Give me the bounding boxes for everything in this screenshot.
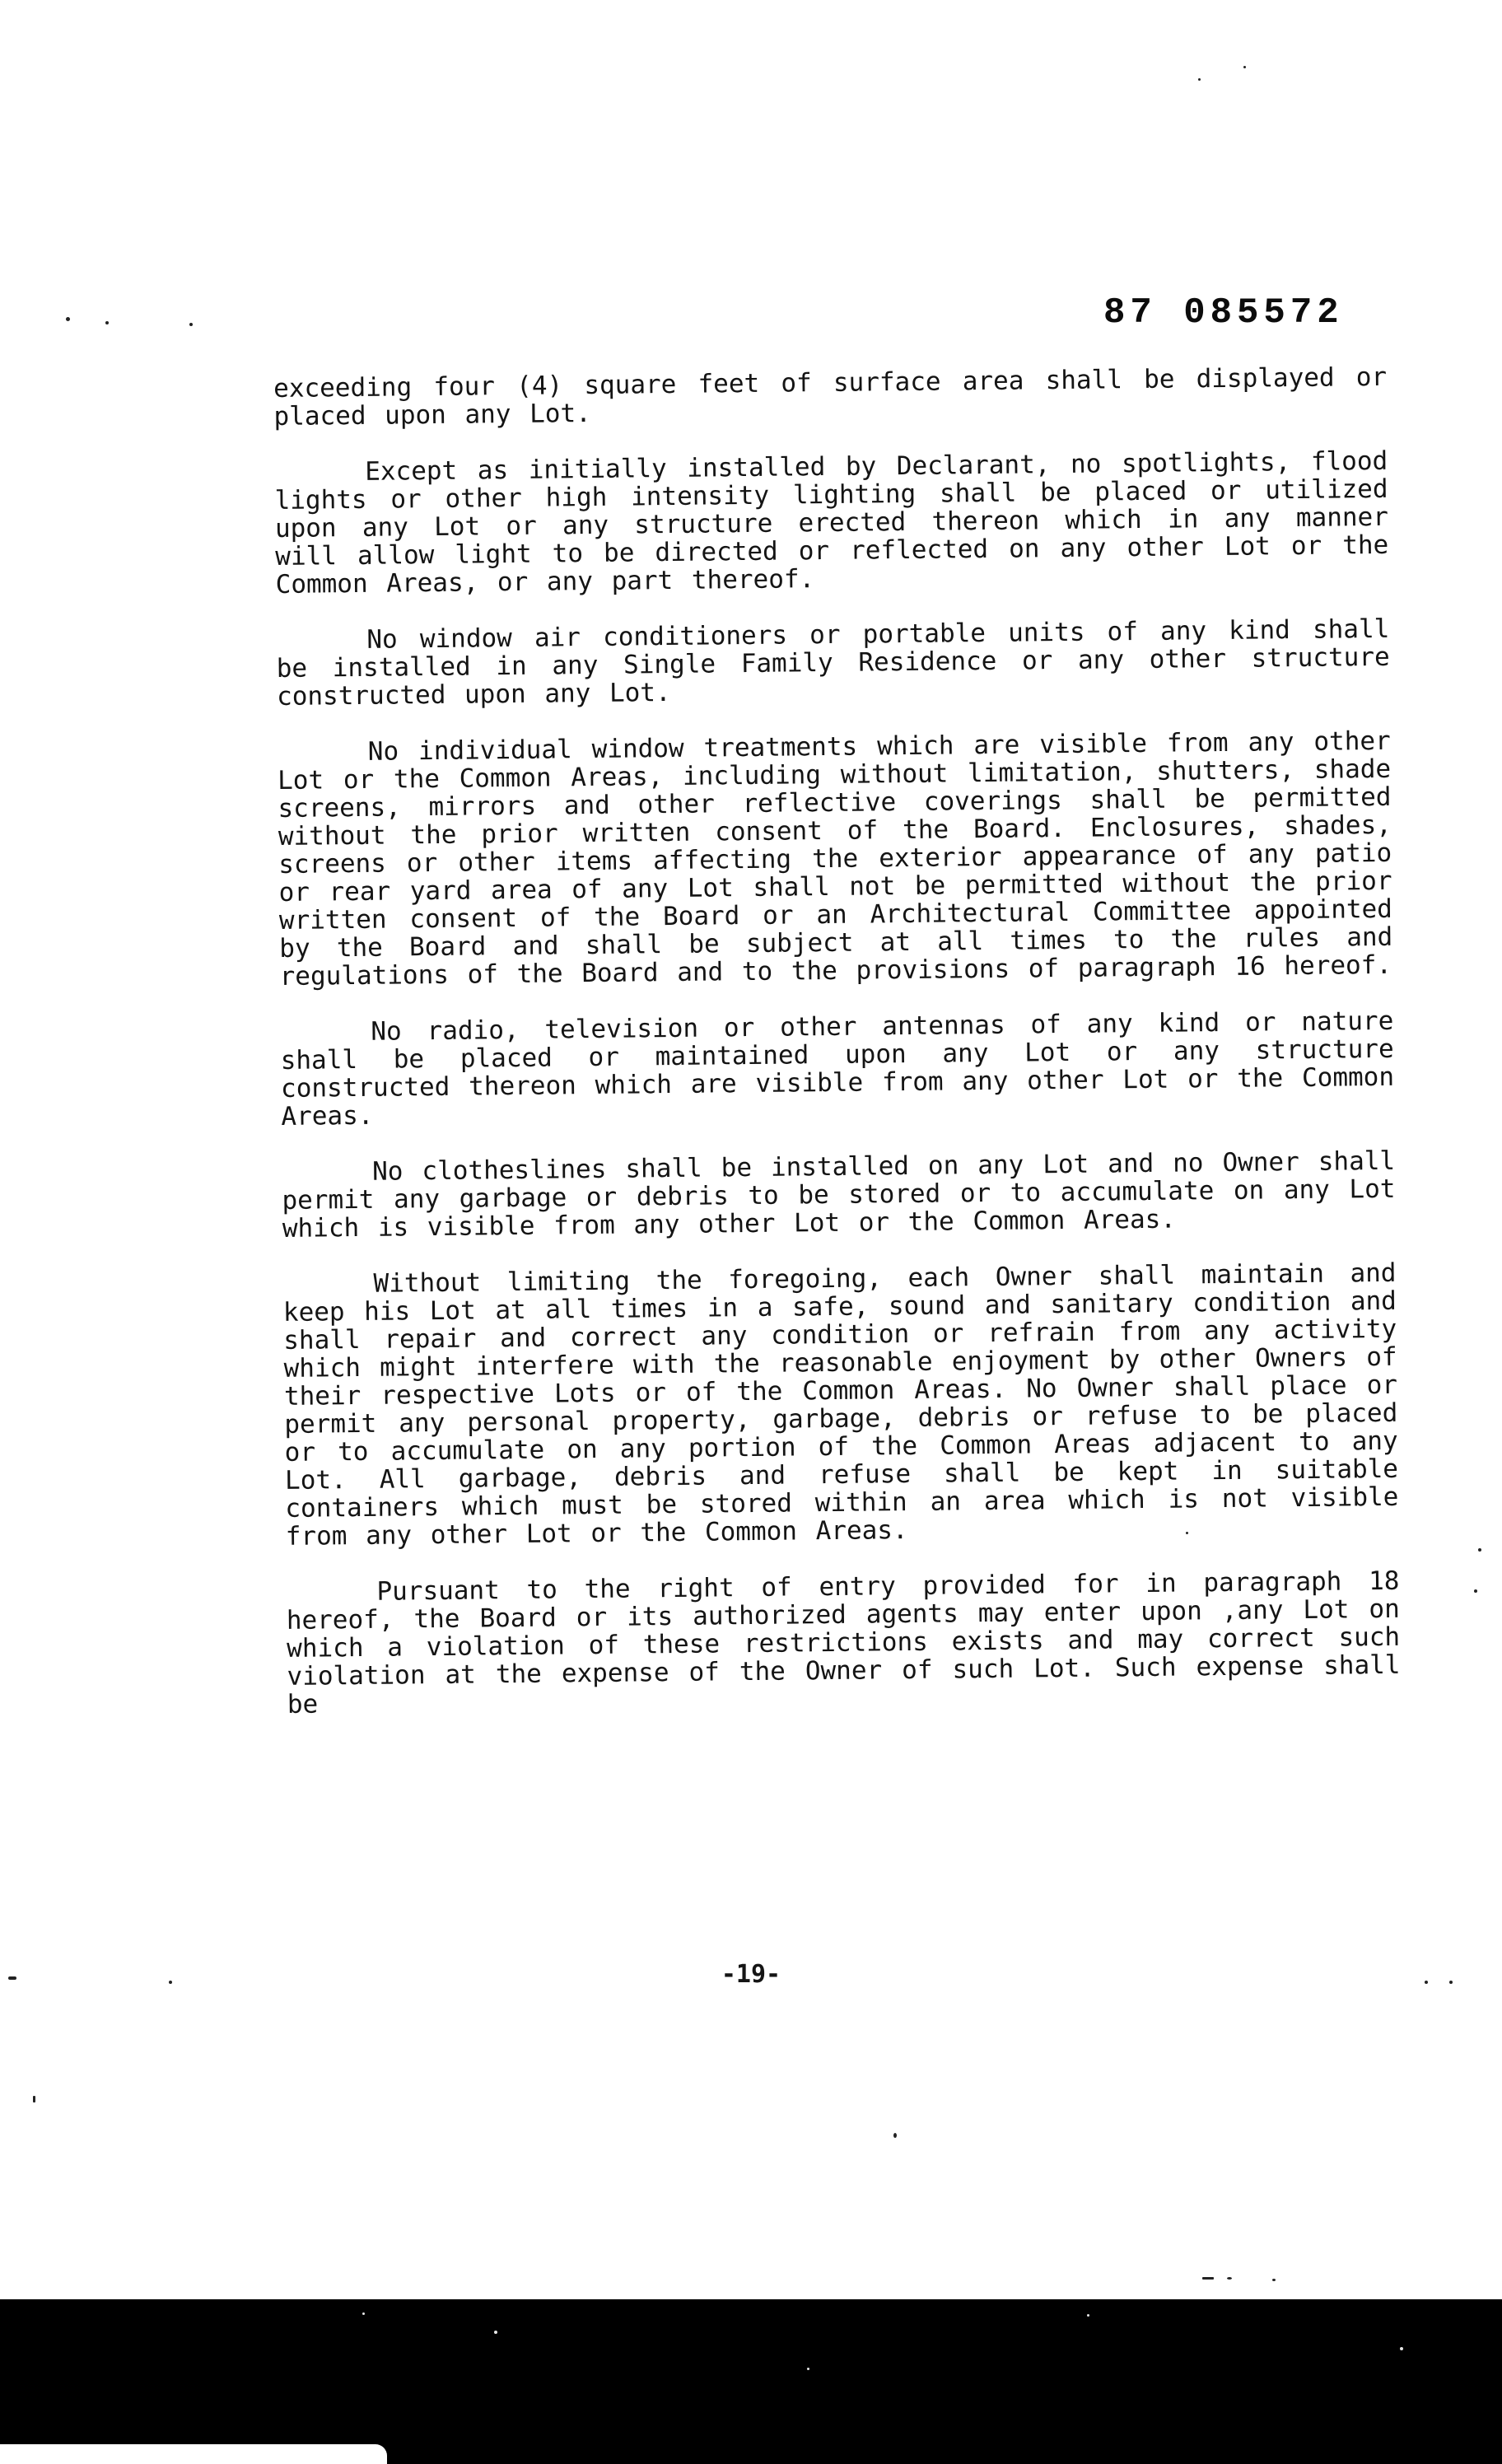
scan-speck [66, 317, 70, 321]
page-number: -19- [721, 1960, 781, 1989]
scan-speck [1449, 1981, 1453, 1984]
paragraph-antennas: No radio, television or other antennas of any kind or nature shall be placed or maintained upon any Lot or any structure constructed thereon which are visible from any other Lot or the Common Areas. [280, 1006, 1395, 1132]
scan-speck [169, 1981, 172, 1984]
scan-speck [189, 323, 193, 326]
scan-speck [1243, 66, 1246, 68]
scan-speck [1087, 2314, 1089, 2317]
scan-speck [8, 1976, 16, 1980]
scan-speck [1478, 1548, 1481, 1552]
scan-speck [1425, 1981, 1428, 1984]
scan-speck [893, 2133, 897, 2138]
scan-speck [1400, 2347, 1403, 2350]
scan-speck [1202, 2277, 1214, 2280]
scan-speck [1198, 78, 1201, 81]
paragraph-right-of-entry: Pursuant to the right of entry provided for in paragraph 18 hereof, the Board or its authorized agents may enter upon ,any Lot on which a violation of these restrictions exists and may correct such violation at the expense of the Owner of such Lot. Such expense shall be [286, 1566, 1401, 1720]
paragraph-air-conditioners: No window air conditioners or portable units of any kind shall be installed in any Single Family Residence or any other structure constructed upon any Lot. [276, 614, 1390, 712]
scan-speck [1474, 1589, 1477, 1593]
scan-border [0, 2299, 1502, 2464]
document-body [273, 363, 1401, 1747]
scan-speck [33, 2096, 35, 2102]
scan-speck [494, 2331, 497, 2334]
document-number: 87 085572 [1103, 292, 1344, 334]
scan-speck [1227, 2277, 1232, 2280]
scan-speck [362, 2312, 365, 2315]
paragraph-clotheslines: No clotheslines shall be installed on any Lot and no Owner shall permit any garbage or debris to be stored or to accumulate on any Lot which is visible from any other Lot or the Common Areas. [282, 1146, 1396, 1244]
scan-speck [1272, 2279, 1276, 2281]
paragraph-window-treatments: No individual window treatments which are visible from any other Lot or the Common Areas, including without limitation, shutters, shade screens, mirrors and other reflective coverings shall be permitted without the prior written consent of the Board. Enclosures, shades, screens or other items affecting the exterior appearance of any patio or rear yard area of any Lot shall not be permitted without the prior written consent of the Board or an Architectural Committee appointed by the Board and shall be subject at all times to the rules and regulations of the Board and to the provisions of paragraph 16 hereof. [277, 726, 1393, 992]
scan-speck [105, 321, 109, 324]
paragraph-lighting: Except as initially installed by Declarant, no spotlights, flood lights or other high intensity lighting shall be placed or utilized upon any Lot or any structure erected thereon which in any manner will allow light to be directed or reflected on any other Lot or the Common Areas, or any part thereof. [274, 446, 1389, 600]
scan-speck [807, 2368, 809, 2370]
paragraph-continuation: exceeding four (4) square feet of surface area shall be displayed or placed upon any Lot. [273, 362, 1388, 432]
paragraph-maintenance: Without limiting the foregoing, each Owner shall maintain and keep his Lot at all times in a safe, sound and sanitary condition and shall repair and correct any condition or refrain from any activity which might interfere with the reasonable enjoyment by other Owners of their respective Lots or of the Common Areas. No Owner shall place or permit any personal property, garbage, debris or refuse to be placed or to accumulate on any portion of the Common Areas adjacent to any Lot. All garbage, debris and refuse shall be kept in suitable containers which must be stored within an area which is not visible from any other Lot or the Common Areas. [282, 1258, 1399, 1552]
scan-speck [1186, 1532, 1188, 1534]
scan-label-patch [0, 2444, 387, 2464]
